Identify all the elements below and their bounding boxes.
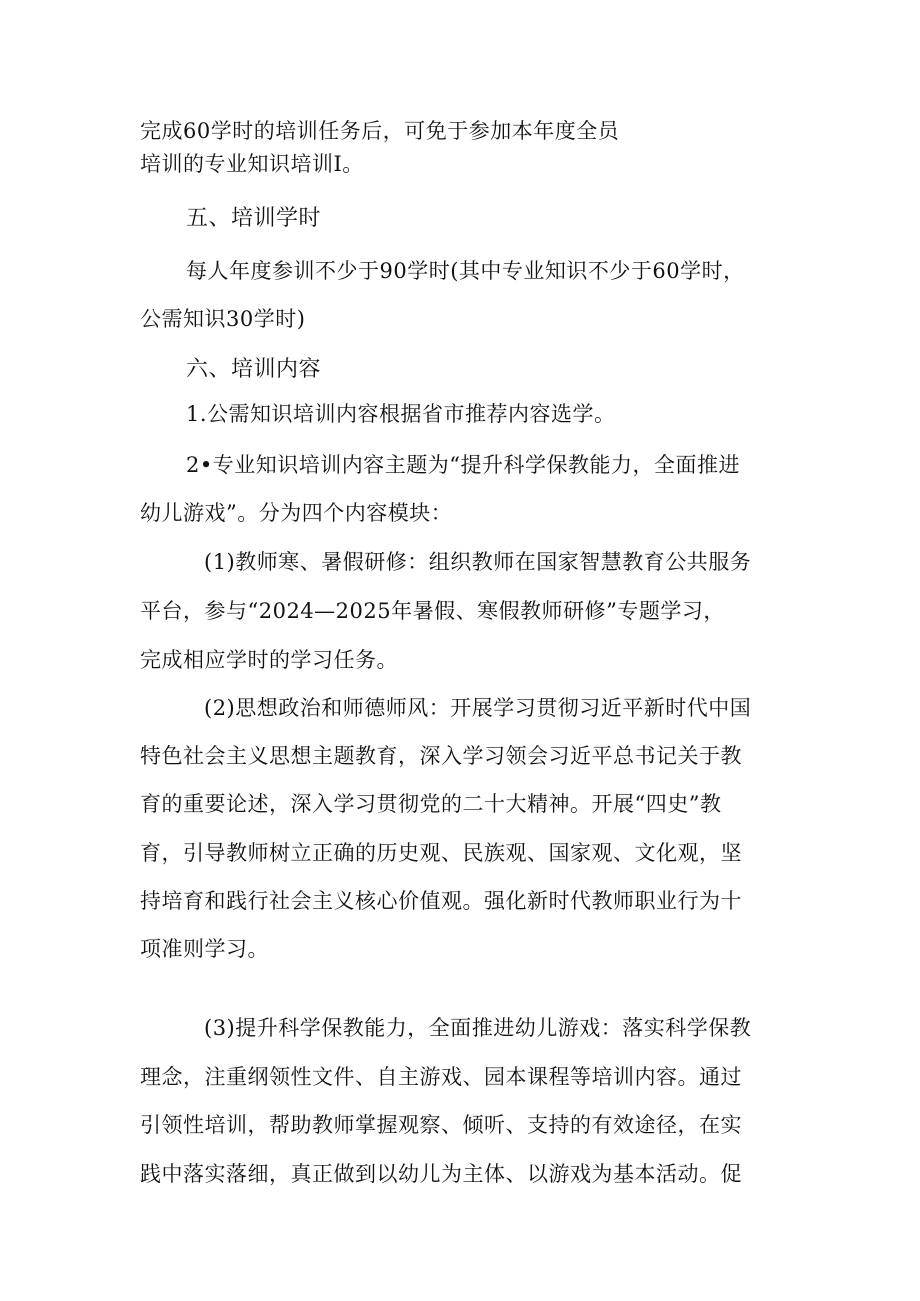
paragraph-line: 完成60学时的培训任务后，可免于参加本年度全员 — [140, 119, 620, 143]
paragraph-line: 2•专业知识培训内容主题为“提升科学保教能力，全面推进 — [186, 453, 740, 477]
paragraph-line: 公需知识30学时) — [140, 307, 306, 331]
paragraph-line: 平台，参与“2024—2025年暑假、寒假教师研修”专题学习， — [140, 599, 725, 623]
paragraph-line: 特色社会主义思想主题教育，深入学习领会习近平总书记关于教 — [140, 744, 742, 768]
paragraph-line: 育的重要论述，深入学习贯彻党的二十大精神。开展“四史”教 — [140, 792, 722, 816]
paragraph-line: (2)思想政治和师德师风：开展学习贯彻习近平新时代中国 — [204, 696, 752, 720]
paragraph-line: 项准则学习。 — [140, 937, 269, 961]
paragraph-line: 践中落实落细，真正做到以幼儿为主体、以游戏为基本活动。促 — [140, 1162, 742, 1186]
paragraph-line: 每人年度参训不少于90学时(其中专业知识不少于60学时， — [186, 259, 745, 283]
paragraph-line: 1.公需知识培训内容根据省市推荐内容选学。 — [186, 402, 616, 426]
section-heading-training-content: 六、培训内容 — [186, 357, 322, 382]
section-heading-training-hours: 五、培训学时 — [186, 206, 322, 231]
paragraph-line: 幼儿游戏”。分为四个内容模块： — [140, 501, 453, 525]
paragraph-line: 理念，注重纲领性文件、自主游戏、园本课程等培训内容。通过 — [140, 1065, 742, 1089]
paragraph-line: 完成相应学时的学习任务。 — [140, 648, 398, 672]
paragraph-line: 培训的专业知识培训Ⅰ。 — [140, 152, 364, 176]
paragraph-line: 育，引导教师树立正确的历史观、民族观、国家观、文化观，坚 — [140, 841, 742, 865]
paragraph-line: (3)提升科学保教能力，全面推进幼儿游戏：落实科学保教 — [204, 1016, 752, 1040]
paragraph-line: 持培育和践行社会主义核心价值观。强化新时代教师职业行为十 — [140, 889, 742, 913]
paragraph-line: (1)教师寒、暑假研修：组织教师在国家智慧教育公共服务 — [204, 550, 752, 574]
paragraph-line: 引领性培训，帮助教师掌握观察、倾听、支持的有效途径，在实 — [140, 1113, 742, 1137]
